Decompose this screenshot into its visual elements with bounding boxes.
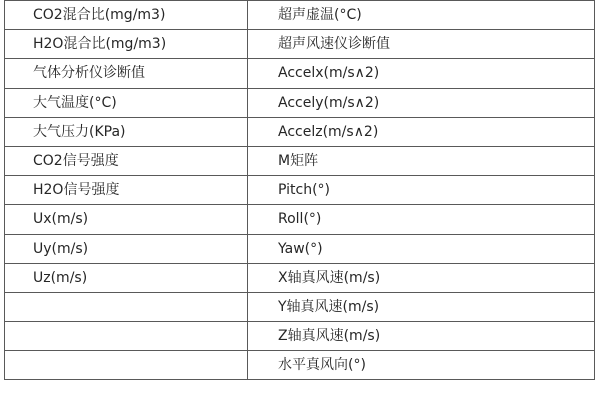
table-row xyxy=(5,322,595,351)
table-row xyxy=(5,30,595,59)
table-cell: CO2混合比(mg/m3) xyxy=(5,1,248,30)
table-cell: M矩阵 xyxy=(248,146,595,175)
table-cell: Accelz(m/s∧2) xyxy=(248,117,595,146)
table-cell-empty xyxy=(5,322,248,351)
table-row xyxy=(5,117,595,146)
table-cell: Uy(m/s) xyxy=(5,234,248,263)
table-cell: Ux(m/s) xyxy=(5,205,248,234)
table-cell-empty xyxy=(5,292,248,321)
table-cell: 大气压力(KPa) xyxy=(5,117,248,146)
table-row xyxy=(5,1,595,30)
table-row xyxy=(5,146,595,175)
table-cell: Y轴真风速(m/s) xyxy=(248,292,595,321)
table-cell: 超声虚温(°C) xyxy=(248,1,595,30)
table-row xyxy=(5,88,595,117)
table-cell: Accelx(m/s∧2) xyxy=(248,59,595,88)
table-row xyxy=(5,292,595,321)
table-row xyxy=(5,263,595,292)
table-cell: 气体分析仪诊断值 xyxy=(5,59,248,88)
table-cell: 水平真风向(°) xyxy=(248,351,595,380)
table-row xyxy=(5,176,595,205)
parameter-table xyxy=(4,0,595,380)
table-row xyxy=(5,205,595,234)
table-cell: Uz(m/s) xyxy=(5,263,248,292)
table-cell: 超声风速仪诊断值 xyxy=(248,30,595,59)
table-cell: Pitch(°) xyxy=(248,176,595,205)
table-cell: H2O混合比(mg/m3) xyxy=(5,30,248,59)
table-cell: Accely(m/s∧2) xyxy=(248,88,595,117)
table-cell: Z轴真风速(m/s) xyxy=(248,322,595,351)
table-cell: X轴真风速(m/s) xyxy=(248,263,595,292)
table-cell: Roll(°) xyxy=(248,205,595,234)
table-row xyxy=(5,234,595,263)
table-cell-empty xyxy=(5,351,248,380)
table-cell: Yaw(°) xyxy=(248,234,595,263)
parameter-table-container xyxy=(4,0,594,406)
table-cell: H2O信号强度 xyxy=(5,176,248,205)
table-row xyxy=(5,351,595,380)
table-cell: CO2信号强度 xyxy=(5,146,248,175)
table-cell: 大气温度(°C) xyxy=(5,88,248,117)
table-row xyxy=(5,59,595,88)
